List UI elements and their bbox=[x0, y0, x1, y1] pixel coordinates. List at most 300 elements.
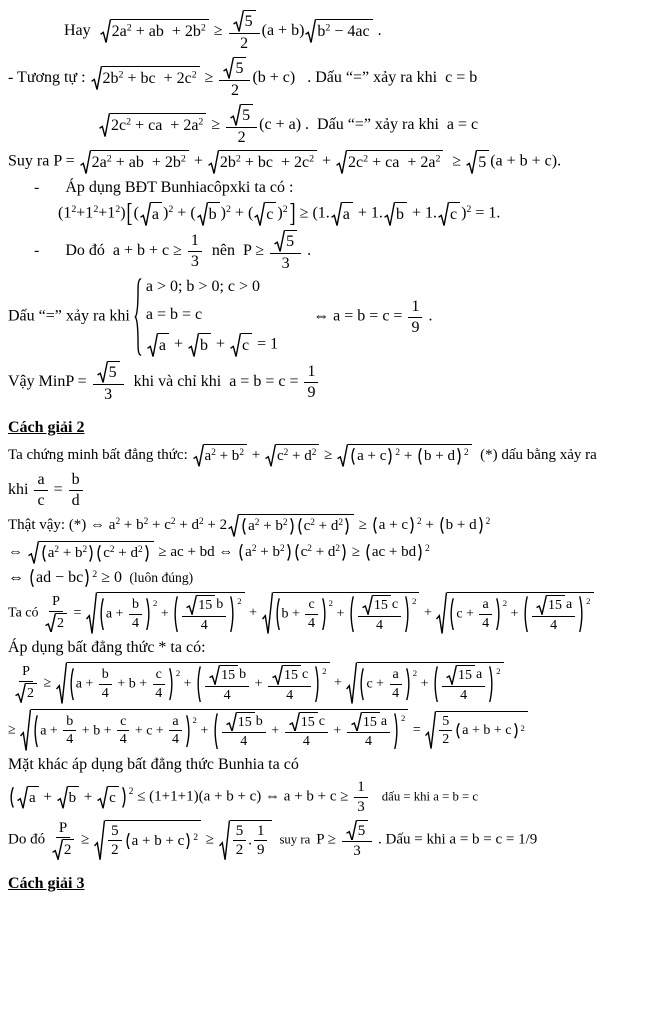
line-hay bbox=[6, 10, 653, 53]
text-run: ) bbox=[220, 205, 226, 223]
radical-sign bbox=[56, 662, 67, 704]
radical-sign bbox=[219, 820, 230, 861]
right-paren-icon bbox=[286, 544, 293, 561]
radical-sign bbox=[80, 150, 91, 174]
radical-icon bbox=[86, 592, 97, 634]
sqrt-expression bbox=[186, 595, 215, 615]
radical-icon bbox=[384, 202, 395, 226]
fraction-denominator bbox=[37, 491, 44, 510]
fraction bbox=[97, 667, 114, 701]
right-paren-icon bbox=[393, 713, 400, 749]
text-run: ⇔ a = b = c = bbox=[313, 307, 407, 325]
text-run: + bbox=[180, 676, 196, 692]
radical-icon bbox=[262, 592, 273, 634]
right-delimiter bbox=[314, 665, 321, 703]
text-run: (a + b) bbox=[261, 22, 305, 40]
radical-sign bbox=[209, 665, 220, 685]
text-run: + ( bbox=[173, 205, 196, 223]
right-delimiter bbox=[321, 597, 328, 631]
text-run: a > 0; b > 0; c > 0 bbox=[145, 278, 261, 296]
right-delimiter bbox=[488, 665, 495, 703]
radical-sign bbox=[265, 444, 276, 467]
text-run: +1 bbox=[76, 205, 94, 223]
fraction-numerator bbox=[268, 665, 311, 687]
text-run: 1 bbox=[307, 363, 316, 381]
fraction bbox=[477, 597, 493, 631]
left-delimiter bbox=[371, 516, 378, 535]
fraction-numerator bbox=[108, 823, 122, 842]
text-run: 4 bbox=[482, 615, 490, 631]
fraction-numerator bbox=[285, 712, 328, 734]
text-run: a + c bbox=[357, 448, 387, 465]
line-p-ge-2 bbox=[6, 709, 653, 751]
sqrt-body bbox=[91, 150, 189, 174]
text-run: ⇔ bbox=[8, 568, 28, 586]
fraction-denominator bbox=[282, 254, 290, 273]
text-run: 5 bbox=[357, 822, 366, 839]
right-paren-icon bbox=[121, 787, 128, 808]
fraction-denominator bbox=[102, 685, 109, 702]
fraction-numerator bbox=[129, 597, 142, 615]
left-delimiter bbox=[40, 544, 47, 563]
right-paren-icon bbox=[144, 545, 151, 562]
radical-sign bbox=[384, 202, 395, 226]
paren-group bbox=[522, 595, 591, 633]
text-run: Dấu “=” xảy ra khi bbox=[8, 307, 134, 325]
group-superscript: 2 bbox=[193, 832, 198, 843]
fraction-numerator bbox=[117, 714, 129, 732]
radical-icon bbox=[351, 712, 362, 732]
sqrt-body bbox=[110, 113, 206, 137]
text-run: ≤ (1+1+1)(a + b + c) ⇔ a + b + c ≥ bbox=[133, 788, 353, 805]
text-run: + bbox=[196, 723, 212, 739]
fraction-denominator bbox=[286, 687, 293, 704]
line-vay-minp bbox=[6, 361, 653, 404]
superscript: 2 bbox=[235, 153, 241, 165]
radical-sign bbox=[186, 595, 197, 615]
superscript: 2 bbox=[282, 517, 288, 528]
sqrt-expression bbox=[272, 665, 301, 685]
line-tuong-tu bbox=[6, 57, 653, 100]
text-run: 3 bbox=[353, 843, 361, 860]
text-run: 15 bbox=[362, 714, 377, 730]
radical-icon bbox=[186, 595, 197, 615]
text-run: c bbox=[37, 491, 45, 509]
superscript: 2 bbox=[54, 544, 60, 555]
fraction bbox=[61, 714, 78, 748]
left-delimiter bbox=[172, 595, 179, 633]
text-run: a bbox=[37, 471, 45, 488]
text-run: 3 bbox=[281, 255, 290, 273]
text-run: ≥ bbox=[207, 115, 225, 133]
fraction bbox=[388, 667, 404, 701]
radical-icon bbox=[209, 665, 220, 685]
fraction bbox=[115, 714, 131, 748]
text-run: . bbox=[248, 832, 252, 849]
fraction bbox=[42, 594, 70, 632]
fraction-numerator bbox=[305, 597, 317, 615]
group-superscript: 2 bbox=[412, 596, 417, 607]
sqrt-expression bbox=[86, 592, 245, 634]
radical-icon bbox=[230, 333, 241, 357]
superscript: 2 bbox=[115, 516, 121, 527]
group-body bbox=[281, 597, 321, 631]
group-body bbox=[371, 543, 417, 562]
left-paren-icon bbox=[212, 713, 219, 749]
superscript: 2 bbox=[191, 69, 197, 81]
group-superscript: 2 bbox=[464, 448, 469, 459]
group-superscript: 2 bbox=[322, 666, 327, 677]
sqrt-body bbox=[357, 820, 369, 841]
text-run: 5 bbox=[442, 713, 450, 729]
fraction bbox=[151, 667, 167, 701]
text-run: - bbox=[34, 179, 40, 197]
fraction bbox=[303, 597, 319, 631]
right-delimiter bbox=[417, 543, 424, 562]
sqrt-body bbox=[204, 444, 247, 467]
fraction-denominator bbox=[44, 612, 68, 633]
sqrt-body bbox=[234, 57, 246, 79]
heading-cach-giai-3 bbox=[6, 874, 653, 894]
sqrt-body bbox=[151, 202, 162, 226]
left-bracket-icon bbox=[126, 203, 133, 225]
group-body bbox=[219, 712, 393, 750]
group-superscript: 2 bbox=[175, 668, 181, 679]
sqrt-expression bbox=[336, 150, 443, 174]
radical-icon bbox=[56, 662, 67, 704]
left-paren-icon bbox=[448, 598, 455, 630]
sqrt-body bbox=[68, 786, 80, 809]
text-run: + bbox=[400, 448, 417, 465]
left-delimiter bbox=[296, 517, 303, 536]
radical-icon bbox=[20, 709, 31, 751]
radical-sign bbox=[140, 202, 151, 226]
radical-sign bbox=[208, 150, 219, 174]
text-run: (b + c) . Dấu “=” xảy ra khi c = b bbox=[252, 68, 478, 86]
text-run: 4 bbox=[240, 734, 248, 750]
radical-icon bbox=[436, 592, 447, 634]
group-body bbox=[105, 597, 145, 631]
fraction-numerator bbox=[93, 361, 124, 385]
radical-icon bbox=[223, 57, 234, 79]
left-delimiter bbox=[95, 544, 102, 563]
radical-icon bbox=[52, 839, 63, 860]
paren-group bbox=[8, 786, 133, 809]
text-run: + d bbox=[288, 448, 312, 465]
radical-icon bbox=[331, 202, 342, 226]
right-delimiter bbox=[456, 447, 463, 466]
text-run: a bbox=[29, 789, 36, 806]
text-run: a bbox=[172, 713, 179, 729]
left-delimiter bbox=[8, 786, 15, 809]
right-paren-icon bbox=[185, 715, 192, 747]
sqrt-expression bbox=[438, 202, 460, 226]
radical-sign bbox=[94, 820, 105, 861]
text-run: c bbox=[276, 448, 284, 465]
paren-group bbox=[172, 595, 241, 633]
text-run: + b bbox=[259, 518, 283, 534]
paren-group bbox=[432, 665, 501, 703]
left-paren-icon bbox=[240, 518, 247, 535]
sqrt-expression bbox=[362, 595, 391, 615]
text-run: 4 bbox=[171, 732, 179, 748]
paren-group bbox=[296, 517, 351, 536]
group-superscript: 2 bbox=[395, 448, 401, 459]
sqrt-expression bbox=[188, 333, 211, 357]
text-run: + 1. bbox=[407, 205, 437, 223]
text-run: + bbox=[318, 153, 336, 171]
group-body bbox=[247, 517, 288, 536]
text-run: 4 bbox=[101, 686, 109, 702]
sqrt-body bbox=[105, 820, 201, 861]
fraction-denominator bbox=[14, 682, 38, 703]
fraction-denominator bbox=[236, 841, 244, 859]
fraction bbox=[345, 712, 392, 750]
text-run: 4 bbox=[223, 688, 231, 704]
text-run: + 2 bbox=[203, 516, 228, 533]
radical-icon bbox=[100, 19, 111, 43]
text-run: - Tương tự : bbox=[8, 68, 90, 86]
fraction-numerator bbox=[19, 664, 33, 682]
text-run: ( bbox=[133, 205, 139, 223]
text-run: . bbox=[303, 242, 312, 260]
text-run: ⇔ bbox=[8, 543, 27, 560]
text-run: Ta chứng minh bất đẳng thức: bbox=[8, 446, 192, 463]
radical-sign bbox=[331, 202, 342, 226]
radical-sign bbox=[305, 19, 316, 43]
left-delimiter bbox=[416, 447, 423, 466]
sqrt-body bbox=[316, 19, 372, 43]
text-run: P bbox=[52, 594, 60, 610]
radical-icon bbox=[188, 333, 199, 357]
left-paren-icon bbox=[124, 833, 131, 850]
text-run: + d bbox=[114, 544, 138, 561]
sqrt-body bbox=[230, 820, 273, 861]
text-run: 4 bbox=[308, 615, 316, 631]
text-run: a + bbox=[75, 676, 97, 692]
text-run: . Dấu = khi a = b = c = 1/9 bbox=[374, 831, 538, 848]
radical-icon bbox=[446, 665, 457, 685]
right-paren-icon bbox=[417, 544, 424, 561]
text-run: + bbox=[333, 606, 348, 622]
fraction-denominator bbox=[460, 687, 467, 704]
text-run: Áp dụng BĐT Bunhiacôpxki ta có : bbox=[65, 179, 294, 197]
text-run: 5 bbox=[242, 106, 251, 124]
right-paren-icon bbox=[314, 666, 321, 702]
sqrt-expression bbox=[219, 820, 273, 861]
text-run: ≥ bbox=[8, 722, 20, 738]
fraction-numerator bbox=[205, 665, 249, 687]
radical-icon bbox=[438, 202, 449, 226]
text-run: 2 bbox=[57, 615, 65, 631]
sqrt-body bbox=[342, 202, 353, 226]
left-paren-icon bbox=[68, 668, 75, 700]
text-run: P ≥ bbox=[316, 831, 340, 848]
radical-icon bbox=[536, 595, 547, 615]
line-p-ge-1 bbox=[6, 662, 653, 704]
sqrt-expression bbox=[265, 444, 319, 467]
superscript: 2 bbox=[466, 204, 472, 216]
text-run: 3 bbox=[357, 798, 365, 815]
sqrt-expression bbox=[56, 662, 330, 704]
text-run: b bbox=[255, 713, 263, 729]
right-delimiter bbox=[88, 544, 95, 563]
superscript: 2 bbox=[198, 116, 204, 128]
text-run: . bbox=[424, 307, 433, 325]
superscript: 2 bbox=[71, 204, 77, 216]
text-run: 3 bbox=[190, 253, 199, 271]
sqrt-body bbox=[265, 202, 276, 226]
sqrt-body bbox=[283, 665, 301, 685]
sqrt-body bbox=[547, 595, 565, 615]
fraction-denominator bbox=[155, 685, 162, 702]
sqrt-expression bbox=[140, 202, 162, 226]
radical-sign bbox=[91, 66, 102, 90]
condition-row bbox=[146, 333, 278, 357]
paren-group bbox=[416, 447, 469, 466]
fraction-numerator bbox=[270, 230, 301, 254]
fraction-denominator bbox=[191, 252, 199, 271]
text-run: + ( bbox=[230, 205, 254, 223]
paren-group bbox=[371, 516, 422, 535]
radical-sign bbox=[100, 19, 111, 43]
sqrt-body bbox=[357, 662, 503, 704]
sqrt-body bbox=[199, 333, 211, 357]
fraction-denominator bbox=[72, 491, 80, 510]
group-superscript: 2 bbox=[401, 712, 406, 723]
text-run: ≥ bbox=[40, 675, 55, 691]
fraction-denominator bbox=[303, 733, 310, 750]
text-run: (c + a) . Dấu “=” xảy ra khi a = c bbox=[259, 115, 479, 133]
text-run: Áp dụng bất đẳng thức * ta có: bbox=[8, 639, 206, 657]
text-run: 9 bbox=[307, 384, 316, 402]
right-paren-icon bbox=[387, 448, 394, 465]
fraction bbox=[356, 595, 403, 633]
sqrt-body bbox=[273, 592, 420, 634]
left-delimiter bbox=[293, 543, 300, 562]
sqrt-expression bbox=[15, 683, 37, 703]
fraction bbox=[106, 823, 124, 860]
text-run: 15 bbox=[221, 668, 236, 684]
fraction-numerator bbox=[153, 667, 165, 685]
sqrt-body bbox=[39, 541, 154, 564]
fraction-numerator bbox=[182, 595, 226, 617]
text-run: 2 bbox=[442, 732, 450, 748]
superscript: 2 bbox=[115, 204, 121, 216]
line-mat-khac bbox=[6, 755, 653, 775]
text-run: 4 bbox=[460, 688, 468, 704]
text-run: 4 bbox=[550, 617, 558, 633]
text-run: ) bbox=[277, 205, 283, 223]
line-that-vay bbox=[6, 514, 653, 537]
fraction-numerator bbox=[354, 779, 368, 798]
text-run: + bbox=[245, 605, 261, 621]
sqrt-body bbox=[31, 709, 408, 751]
text-run: a bbox=[248, 518, 255, 534]
radical-sign bbox=[52, 839, 63, 860]
group-body bbox=[202, 665, 314, 703]
text-run: 5 bbox=[108, 364, 117, 382]
text-run: 2a bbox=[91, 154, 107, 172]
fraction-numerator bbox=[347, 712, 390, 734]
text-run: c bbox=[391, 597, 399, 613]
radical-sign bbox=[233, 10, 244, 32]
text-run: c bbox=[242, 337, 250, 355]
text-run: 5 bbox=[244, 13, 253, 30]
radical-icon bbox=[362, 595, 373, 615]
group-superscript: 2 bbox=[412, 668, 418, 679]
text-run: 2 bbox=[27, 686, 34, 702]
superscript: 2 bbox=[118, 69, 124, 81]
radical-icon bbox=[15, 683, 26, 703]
left-paren-icon bbox=[293, 544, 300, 561]
radical-icon bbox=[230, 104, 241, 126]
text-run: c bbox=[318, 713, 325, 729]
fraction-denominator bbox=[442, 731, 449, 748]
text-run: 2c bbox=[111, 117, 127, 135]
sqrt-body bbox=[276, 444, 319, 467]
text-run: Hay bbox=[64, 22, 99, 40]
sqrt-expression bbox=[197, 202, 220, 226]
text-run: 2 bbox=[111, 842, 119, 859]
superscript: 2 bbox=[106, 153, 112, 165]
group-body bbox=[39, 714, 184, 748]
text-run: a bbox=[158, 337, 166, 355]
small-text-run: (luôn đúng) bbox=[125, 569, 194, 585]
group-body bbox=[378, 516, 409, 535]
superscript: 2 bbox=[199, 516, 204, 527]
sqrt-body bbox=[111, 19, 209, 43]
text-run: a + b + c bbox=[462, 723, 512, 739]
sqrt-expression bbox=[331, 202, 353, 226]
radical-sign bbox=[438, 202, 449, 226]
text-run: + ab + 2b bbox=[111, 154, 181, 172]
fraction-denominator bbox=[357, 798, 365, 816]
sqrt-body bbox=[436, 711, 528, 749]
left-delimiter bbox=[364, 543, 371, 562]
fraction-numerator bbox=[304, 363, 318, 383]
sqrt-body bbox=[457, 665, 475, 685]
text-run: 4 bbox=[302, 734, 310, 750]
text-run: nên P ≥ bbox=[203, 242, 269, 260]
text-run: + d bbox=[311, 543, 336, 560]
fraction-denominator bbox=[111, 841, 119, 859]
fraction bbox=[167, 714, 183, 748]
sqrt-expression bbox=[274, 230, 297, 252]
radical-icon bbox=[45, 613, 56, 633]
group-superscript: 2 bbox=[520, 723, 525, 734]
superscript: 2 bbox=[200, 22, 206, 34]
radical-icon bbox=[80, 150, 91, 174]
left-delimiter bbox=[240, 517, 247, 536]
radical-sign bbox=[230, 333, 241, 357]
paren-group bbox=[212, 712, 406, 750]
radical-sign bbox=[274, 230, 285, 252]
text-run: a + c bbox=[378, 516, 409, 533]
superscript: 2 bbox=[282, 204, 288, 216]
text-run: 2 bbox=[235, 842, 244, 859]
superscript: 2 bbox=[309, 153, 315, 165]
group-body bbox=[439, 665, 488, 703]
fraction bbox=[406, 298, 424, 337]
group-body bbox=[455, 597, 494, 631]
text-run: + bbox=[329, 723, 345, 739]
text-run: + ca + 2a bbox=[368, 154, 436, 172]
fraction-denominator bbox=[224, 687, 231, 704]
right-paren-icon bbox=[344, 518, 351, 535]
left-paren-icon bbox=[358, 668, 365, 700]
radical-icon bbox=[305, 19, 316, 43]
